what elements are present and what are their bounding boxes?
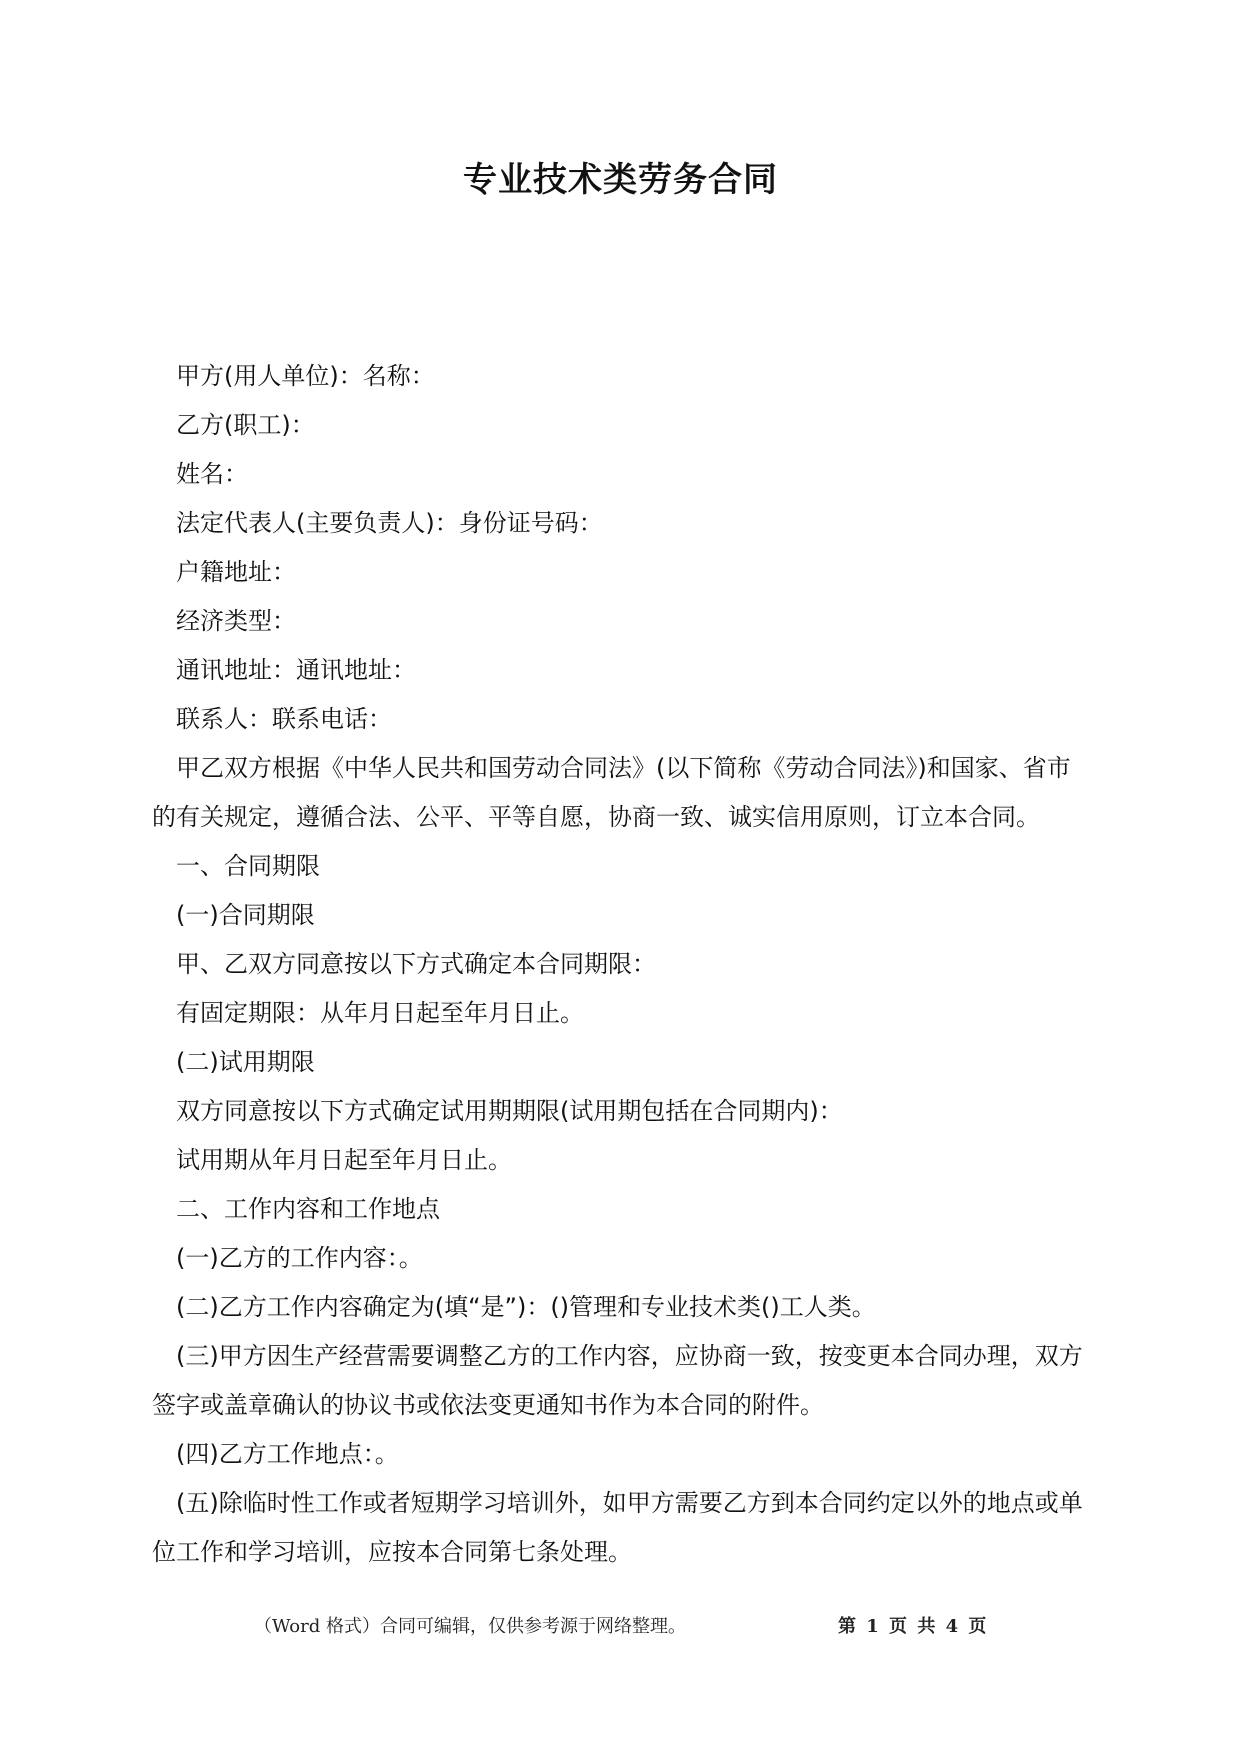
paragraph-economic-type: 经济类型： [176, 607, 296, 635]
paragraph-off-site-work: (五)除临时性工作或者短期学习培训外，如甲方需要乙方到本合同约定以外的地点或单位工作和学习培训，应按本合同第七条处理。 [152, 1489, 1083, 1566]
paragraph-work-category: (二)乙方工作内容确定为(填“是”)：()管理和专业技术类()工人类。 [176, 1293, 876, 1321]
section-heading-contract-term: 一、合同期限 [176, 852, 320, 880]
paragraph-name: 姓名： [176, 460, 248, 488]
paragraph-household-address: 户籍地址： [176, 558, 296, 586]
subsection-probation: (二)试用期限 [176, 1048, 315, 1076]
subsection-contract-term: (一)合同期限 [176, 901, 315, 929]
document-body [152, 352, 1092, 1577]
paragraph-contact: 联系人：联系电话： [176, 705, 392, 733]
paragraph-legal-representative: 法定代表人(主要负责人)：身份证号码： [176, 509, 603, 537]
document-title: 专业技术类劳务合同 [463, 160, 778, 200]
section-heading-work-content: 二、工作内容和工作地点 [176, 1195, 440, 1223]
footer-note: （Word 格式）合同可编辑，仅供参考源于网络整理。 [254, 1616, 686, 1637]
paragraph-term-agreement: 甲、乙双方同意按以下方式确定本合同期限： [176, 950, 656, 978]
paragraph-party-b: 乙方(职工)： [176, 411, 315, 439]
paragraph-work-location: (四)乙方工作地点：。 [176, 1440, 399, 1468]
paragraph-probation-agreement: 双方同意按以下方式确定试用期期限(试用期包括在合同期内)： [176, 1097, 843, 1125]
page-footer [0, 1612, 1241, 1642]
paragraph-fixed-term: 有固定期限：从年月日起至年月日止。 [176, 999, 584, 1027]
paragraph-work-adjustment: (三)甲方因生产经营需要调整乙方的工作内容，应协商一致，按变更本合同办理，双方签字或盖章确认的协议书或依法变更通知书作为本合同的附件。 [152, 1342, 1083, 1419]
paragraph-preamble: 甲乙双方根据《中华人民共和国劳动合同法》(以下简称《劳动合同法》)和国家、省市的有关规定，遵循合法、公平、平等自愿，协商一致、诚实信用原则，订立本合同。 [152, 754, 1071, 831]
paragraph-mailing-address: 通讯地址：通讯地址： [176, 656, 416, 684]
paragraph-work-content: (一)乙方的工作内容：。 [176, 1244, 423, 1272]
paragraph-probation-period: 试用期从年月日起至年月日止。 [176, 1146, 512, 1174]
page-number: 第 1 页 共 4 页 [838, 1616, 989, 1637]
paragraph-party-a: 甲方(用人单位)：名称： [176, 362, 435, 390]
